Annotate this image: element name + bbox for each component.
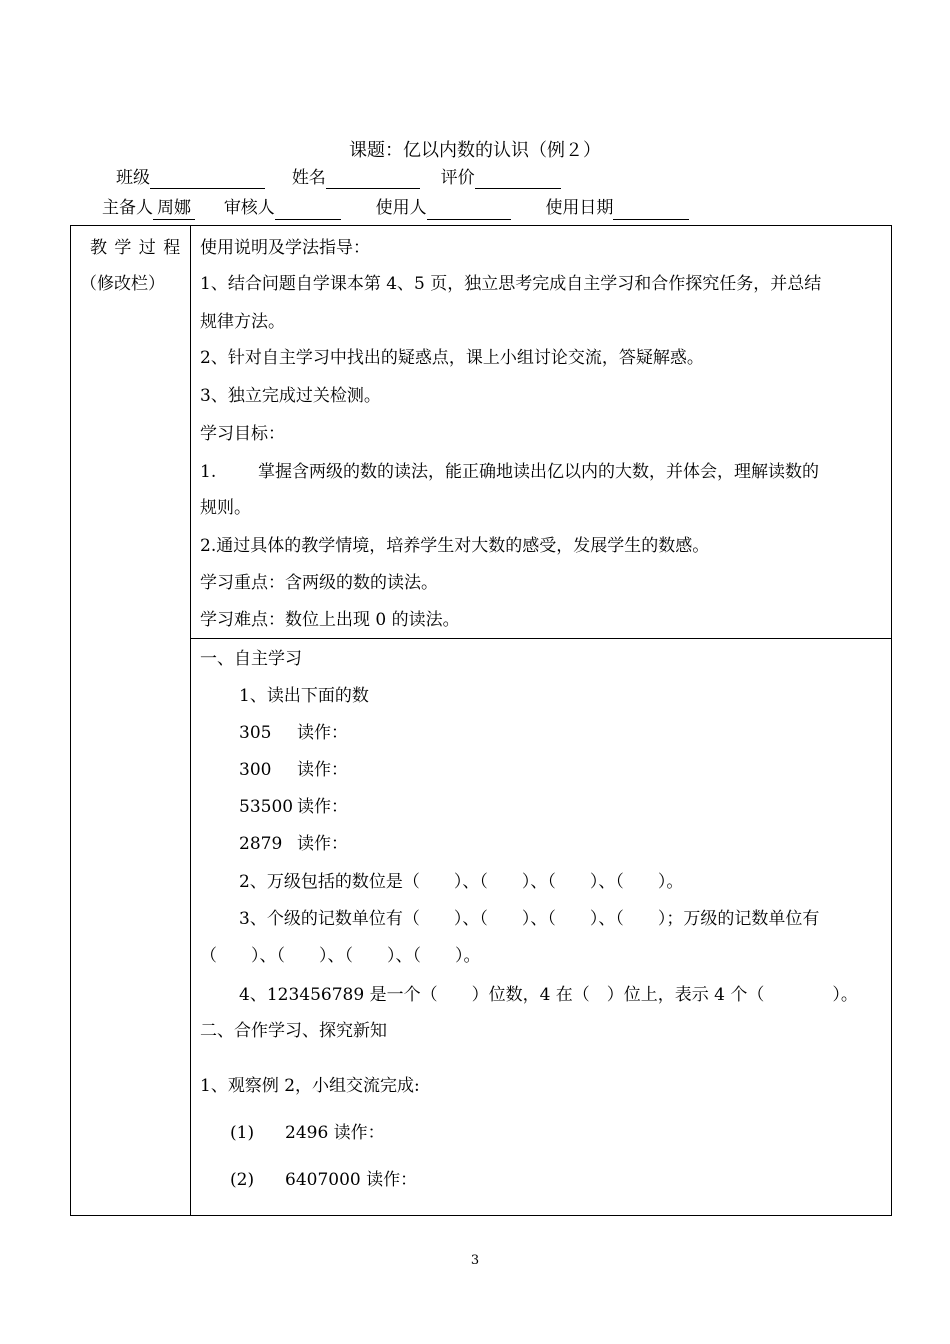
guide-item-3: 3、独立完成过关检测。 (200, 386, 381, 406)
reviewer-blank (275, 199, 341, 220)
number-item: 305 (239, 723, 272, 743)
goal-1a: 掌握含两级的数的读法，能正确地读出亿以内的大数，并体会，理解读数的 (258, 462, 819, 482)
read-label: 读作： (297, 834, 348, 854)
goal-1-number: 1. (200, 462, 217, 482)
guide-item-1a: 1、结合问题自学课本第 4、5 页，独立思考完成自主学习和合作探究任务，并总结 (200, 274, 822, 294)
document-title: 课题：亿以内数的认识（例２） (349, 140, 601, 161)
revision-column-label: （修改栏） (80, 274, 165, 294)
staff-info-row (102, 197, 689, 220)
rating-blank (475, 168, 561, 189)
guide-heading: 使用说明及学法指导： (200, 238, 370, 258)
self-study-q4: 4、123456789 是一个（ ）位数，4 在（ ）位上，表示 4 个（ ）。 (239, 985, 858, 1005)
name-blank (326, 168, 420, 189)
key-point: 学习重点：含两级的数的读法。 (200, 573, 438, 593)
preparer-label: 主备人 (102, 198, 153, 218)
self-study-q2: 2、万级包括的数位是（ ）、（ ）、（ ）、（ ）。 (239, 872, 684, 892)
number-item: 2879 (239, 834, 283, 854)
self-study-q3a: 3、个级的记数单位有（ ）、（ ）、（ ）、（ ）；万级的记数单位有 (239, 909, 820, 929)
coop-q1: 1、观察例 2，小组交流完成: (200, 1076, 420, 1096)
coop-sub2-number: (2) (230, 1170, 255, 1190)
page-number: 3 (470, 1253, 480, 1268)
user-blank (427, 199, 511, 220)
self-study-heading: 一、自主学习 (200, 649, 302, 669)
student-info-row (116, 167, 561, 189)
process-heading: 教 学 过 程 (90, 238, 182, 258)
goal-1b: 规则。 (200, 498, 251, 518)
user-label: 使用人 (375, 198, 427, 218)
guide-item-1b: 规律方法。 (200, 312, 285, 332)
guide-item-2: 2、针对自主学习中找出的疑惑点，课上小组讨论交流，答疑解惑。 (200, 348, 704, 368)
difficulty-point: 学习难点：数位上出现 0 的读法。 (200, 610, 460, 630)
read-label: 读作： (297, 797, 348, 817)
rating-label: 评价 (440, 168, 475, 188)
reviewer-label: 审核人 (223, 198, 275, 218)
class-blank (150, 168, 265, 189)
goal-2: 2.通过具体的教学情境，培养学生对大数的感受，发展学生的数感。 (200, 536, 710, 556)
row-divider (190, 638, 892, 639)
goals-heading: 学习目标： (200, 424, 285, 444)
lesson-table (70, 225, 892, 1216)
date-label: 使用日期 (545, 198, 614, 218)
coop-sub2: 6407000 读作： (285, 1170, 418, 1190)
coop-sub1-number: (1) (230, 1123, 255, 1143)
read-label: 读作： (297, 760, 348, 780)
coop-sub1: 2496 读作： (285, 1123, 385, 1143)
date-blank (613, 199, 689, 220)
number-item: 53500 (239, 797, 294, 817)
self-study-q1: 1、读出下面的数 (239, 686, 369, 706)
read-label: 读作： (297, 723, 348, 743)
class-label: 班级 (116, 168, 150, 188)
number-item: 300 (239, 760, 272, 780)
self-study-q3b: （ ）、（ ）、（ ）、（ ）。 (200, 946, 481, 966)
preparer-name: 周娜 (153, 197, 195, 220)
coop-heading: 二、合作学习、探究新知 (200, 1021, 387, 1041)
column-divider (190, 225, 191, 1216)
name-label: 姓名 (291, 168, 326, 188)
